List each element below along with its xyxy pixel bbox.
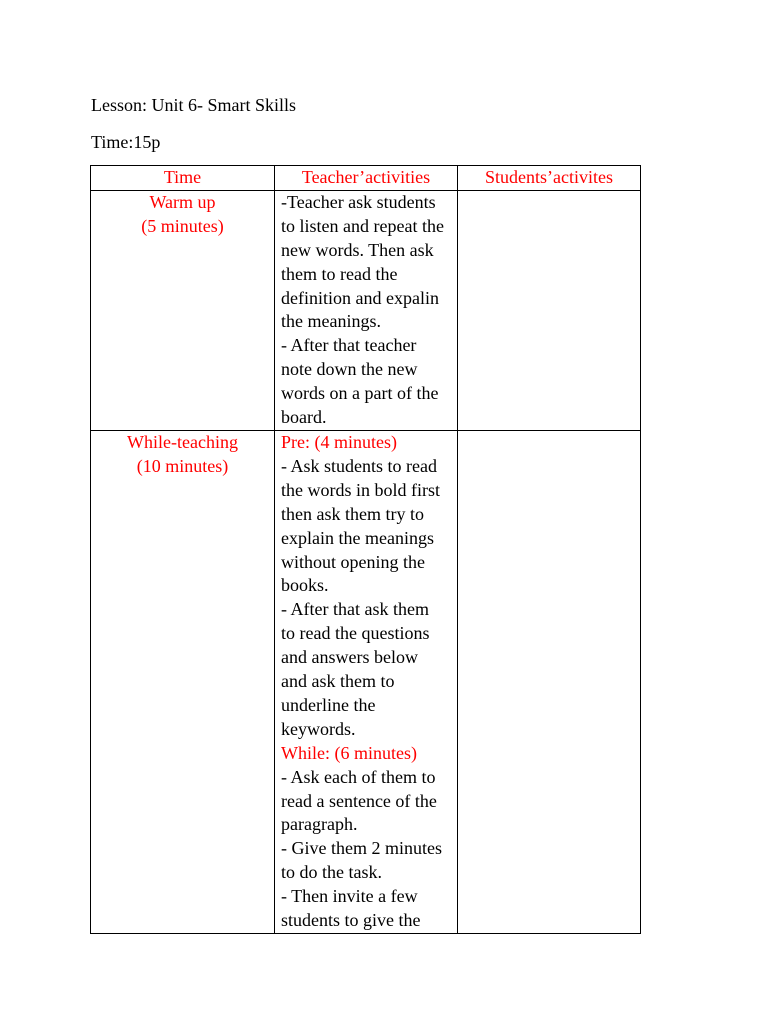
text-line: then ask them try to bbox=[281, 503, 424, 524]
text-line: the words in bold first bbox=[281, 479, 440, 500]
header-teacher-activities: Teacher’activities bbox=[275, 166, 458, 191]
stage-cell-warmup bbox=[91, 190, 275, 430]
text-line: - Then invite a few bbox=[281, 886, 418, 907]
text-line: definition and expalin bbox=[281, 287, 439, 308]
text-line: new words. Then ask bbox=[281, 239, 434, 260]
text-line: - Ask students to read bbox=[281, 455, 437, 476]
text-line: them to read the bbox=[281, 263, 398, 284]
text-line: books. bbox=[281, 575, 329, 596]
table-row bbox=[91, 190, 641, 430]
table-header-row bbox=[91, 166, 641, 191]
text-line: -Teacher ask students bbox=[281, 191, 436, 212]
while-stage-heading: While: (6 minutes) bbox=[281, 742, 417, 763]
students-activities-cell bbox=[458, 430, 641, 933]
text-line: - Ask each of them to bbox=[281, 766, 436, 787]
text-line: underline the bbox=[281, 694, 376, 715]
header-time: Time bbox=[91, 166, 275, 191]
lesson-plan-table bbox=[90, 165, 641, 934]
text-line: to read the questions bbox=[281, 623, 430, 644]
text-line: to do the task. bbox=[281, 862, 382, 883]
text-line: - After that teacher bbox=[281, 335, 417, 356]
text-line: explain the meanings bbox=[281, 527, 434, 548]
text-line: paragraph. bbox=[281, 814, 358, 835]
header-students-activities: Students’activites bbox=[458, 166, 641, 191]
text-line: - Give them 2 minutes bbox=[281, 838, 442, 859]
text-line: words on a part of the bbox=[281, 383, 439, 404]
stage-duration: (5 minutes) bbox=[141, 215, 224, 236]
text-line: - After that ask them bbox=[281, 599, 429, 620]
text-line: to listen and repeat the bbox=[281, 215, 444, 236]
stage-label: While-teaching bbox=[127, 431, 238, 452]
text-line: students to give the bbox=[281, 910, 421, 931]
text-line: and answers below bbox=[281, 647, 418, 668]
pre-stage-heading: Pre: (4 minutes) bbox=[281, 431, 397, 452]
text-line: the meanings. bbox=[281, 311, 381, 332]
stage-duration: (10 minutes) bbox=[136, 455, 229, 476]
students-activities-cell bbox=[458, 190, 641, 430]
teacher-activities-cell bbox=[275, 430, 458, 933]
stage-cell-while-teaching bbox=[91, 430, 275, 933]
teacher-activities-cell bbox=[275, 190, 458, 430]
table-row bbox=[91, 430, 641, 933]
lesson-time: Time:15p bbox=[91, 132, 161, 152]
text-line: without opening the bbox=[281, 551, 425, 572]
text-line: note down the new bbox=[281, 359, 418, 380]
stage-label: Warm up bbox=[149, 191, 216, 212]
text-line: read a sentence of the bbox=[281, 790, 437, 811]
text-line: and ask them to bbox=[281, 671, 395, 692]
text-line: board. bbox=[281, 407, 327, 428]
lesson-title: Lesson: Unit 6- Smart Skills bbox=[91, 95, 297, 115]
text-line: keywords. bbox=[281, 718, 356, 739]
